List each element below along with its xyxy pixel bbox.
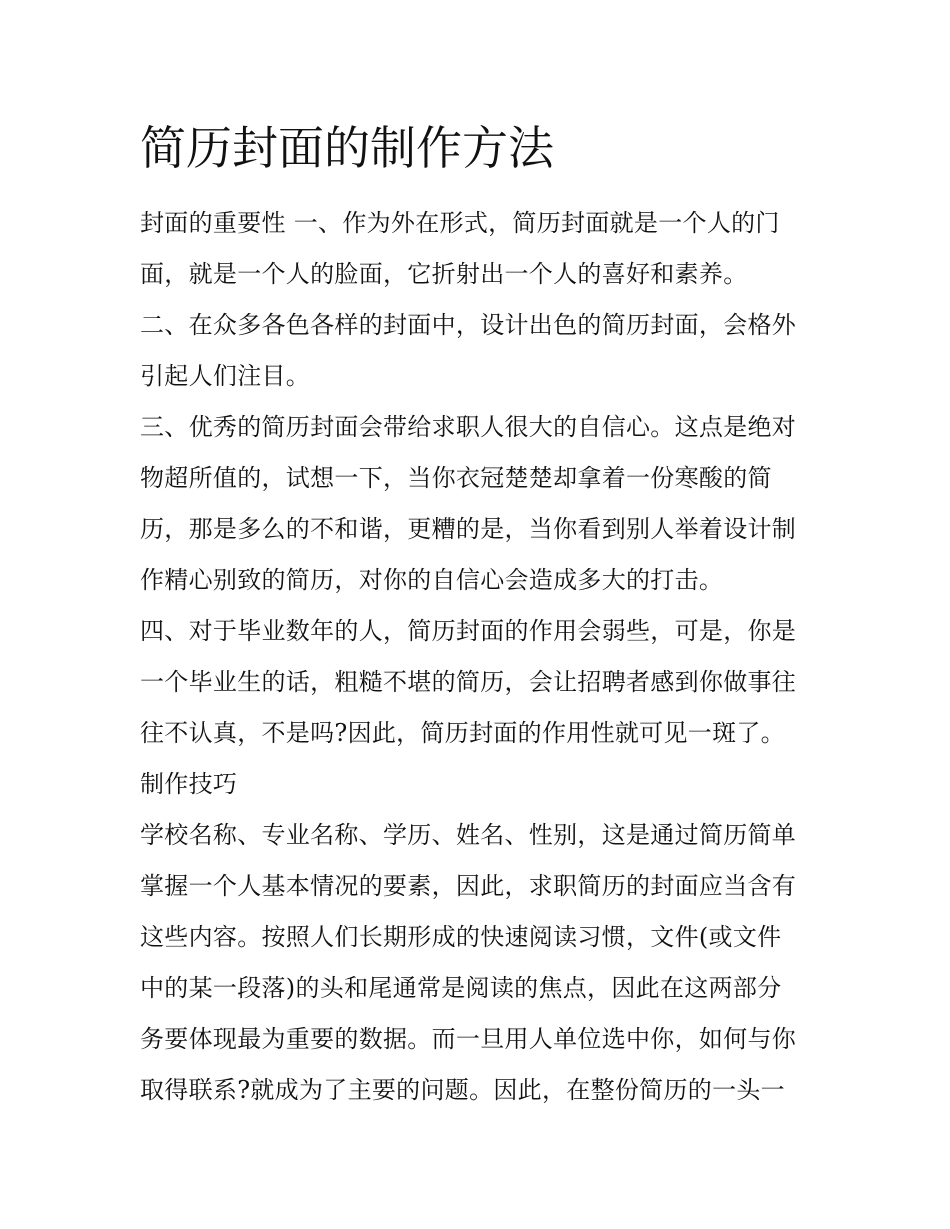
text-line: 面，就是一个人的脸面，它折射出一个人的喜好和素养。	[140, 260, 748, 288]
section-heading: 制作技巧	[140, 770, 238, 798]
text-line: 往不认真，不是吗?因此，简历封面的作用性就可见一斑了。	[140, 719, 785, 747]
text-line: 中的某一段落)的头和尾通常是阅读的焦点，因此在这两部分	[140, 974, 782, 1002]
text-line: 取得联系?就成为了主要的问题。因此，在整份简历的一头一	[140, 1076, 785, 1104]
text-line: 封面的重要性 一、作为外在形式，简历封面就是一个人的门	[140, 209, 780, 237]
text-line: 引起人们注目。	[140, 362, 311, 390]
text-line: 学校名称、专业名称、学历、姓名、性别，这是通过简历简单	[140, 821, 797, 849]
text-line: 二、在众多各色各样的封面中，设计出色的简历封面，会格外	[140, 311, 797, 339]
text-line: 历，那是多么的不和谐，更糟的是，当你看到别人举着设计制	[140, 515, 797, 543]
document-title: 简历封面的制作方法	[140, 121, 554, 175]
text-line: 掌握一个人基本情况的要素，因此，求职简历的封面应当含有	[140, 872, 797, 900]
document-body	[140, 198, 820, 1116]
text-line: 一个毕业生的话，粗糙不堪的简历，会让招聘者感到你做事往	[140, 668, 797, 696]
text-line: 作精心别致的简历，对你的自信心会造成多大的打击。	[140, 566, 724, 594]
text-line: 物超所值的，试想一下，当你衣冠楚楚却拿着一份寒酸的简	[140, 464, 772, 492]
text-line: 这些内容。按照人们长期形成的快速阅读习惯，文件(或文件	[140, 923, 782, 951]
text-line: 三、优秀的简历封面会带给求职人很大的自信心。这点是绝对	[140, 413, 797, 441]
text-line: 务要体现最为重要的数据。而一旦用人单位选中你，如何与你	[140, 1025, 797, 1053]
text-line: 四、对于毕业数年的人，简历封面的作用会弱些，可是，你是	[140, 617, 797, 645]
